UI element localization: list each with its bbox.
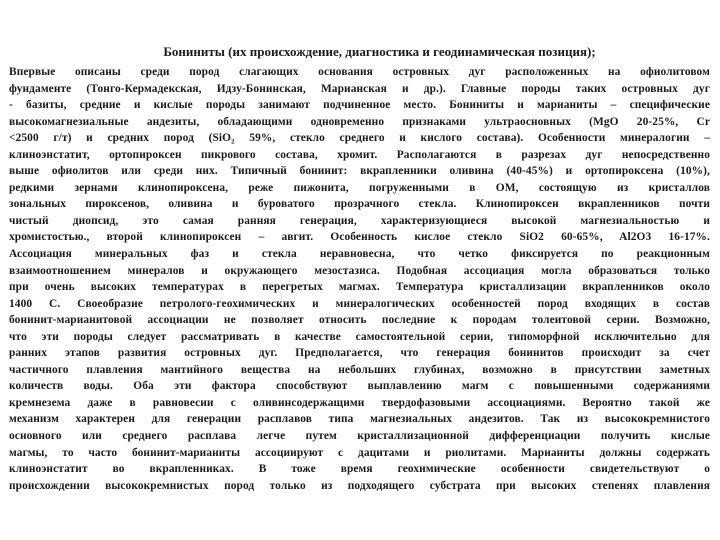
- page-title: Бониниты (их происхождение, диагностика и геодинамическая позиция);: [163, 44, 596, 59]
- body-line: фундаменте (Тонго-Кермадекская, Идзу-Бонинская, Марианская и др.). Главные породы таких островных дуг: [9, 82, 710, 95]
- body-line: ранних этапов развития островных дуг. Предполагается, что генерация бонинитов происходит за счет: [9, 347, 710, 360]
- body-line: при очень высоких температурах в перегретых магмах. Температура кристаллизации вкрапленников около: [9, 281, 710, 294]
- body-line: выше офиолитов или среди них. Типичный бонинит: вкрапленники оливина (40-45%) и ортопироксена (10%),: [9, 165, 710, 178]
- body-line: основного или среднего расплава легче путем кристаллизационной дифференциации получить кислые: [9, 430, 710, 443]
- body-line: клиноэнстатит во вкрапленниках. В тоже время геохимические особенности свидетельствуют о: [9, 463, 710, 476]
- body-line: что эти породы следует рассматривать в качестве самостоятельной серии, типоморфной исключительно для: [9, 330, 710, 343]
- body-line: клиноэнстатит, ортопироксен пикрового состава, хромит. Располагаются в разрезах дуг непосредственно: [9, 148, 710, 161]
- body-line: магмы, то часто бонинит-марианиты ассоциируют с дацитами и риолитами. Марианиты должны содержать: [9, 446, 710, 459]
- body-line: <2500 г/т) и средних пород (SiO₂ 59%, стекло среднего и кислого состава). Особенности минералогии –: [9, 132, 710, 145]
- body-line: взаимоотношением минералов и окружающего мезостазиса. Подобная ассоциация могла образоваться только: [9, 264, 710, 277]
- body-line: хромистостью., второй клинопироксен – авгит. Особенность кислое стекло SiO2 60-65%, Al2O3 16-17%.: [9, 231, 710, 244]
- body-text: [9, 64, 710, 494]
- body-line: механизм характерен для генерации расплавов типа магнезиальных андезитов. Так из высококремнистого: [9, 413, 710, 426]
- body-line: Впервые описаны среди пород слагающих основания островных дуг расположенных на офиолитовом: [9, 66, 710, 78]
- body-line: происхождении высококремнистых пород только из подходящего субстрата при высоких степенях плавления: [9, 479, 710, 492]
- body-line: чистый диопсид, это самая ранняя генерация, характеризующиеся высокой магнезиальностью и: [9, 214, 710, 227]
- body-line: бонинит-марианитовой ассоциации не позволяет относить последние к породам толеитовой серии. Возможно,: [9, 314, 710, 327]
- body-line: частичного плавления мантийного вещества на небольших глубинах, возможно в присутствии заметных: [9, 363, 710, 376]
- body-line: зональных пироксенов, оливина и буроватого прозрачного стекла. Клинопироксен вкрапленников почти: [9, 198, 710, 211]
- body-line: высокомагнезиальные андезиты, обладающими одновременно признаками ультраосновных (MgO 20-25%, Cr: [9, 115, 710, 128]
- body-line: количеств воды. Оба эти фактора способствуют выплавлению магм с повышенными содержаниями: [9, 380, 710, 393]
- body-line: Ассоциация минеральных фаз и стекла неравновесна, что четко фиксируется по реакционным: [9, 248, 710, 261]
- body-line: - базиты, средние и кислые породы занимают подчиненное место. Бониниты и марианиты – специфические: [9, 99, 710, 112]
- body-line: кремнезема даже в равновесии с оливинсодержащими твердофазовыми ассоциациями. Вероятно такой же: [9, 396, 710, 409]
- body-line: 1400 С. Своеобразие петролого-геохимических и минералогических особенностей пород входящих в состав: [9, 297, 710, 310]
- body-line: редкими зернами клинопироксена, реже пижонита, погруженными в ОМ, состоящую из кристаллов: [9, 181, 710, 194]
